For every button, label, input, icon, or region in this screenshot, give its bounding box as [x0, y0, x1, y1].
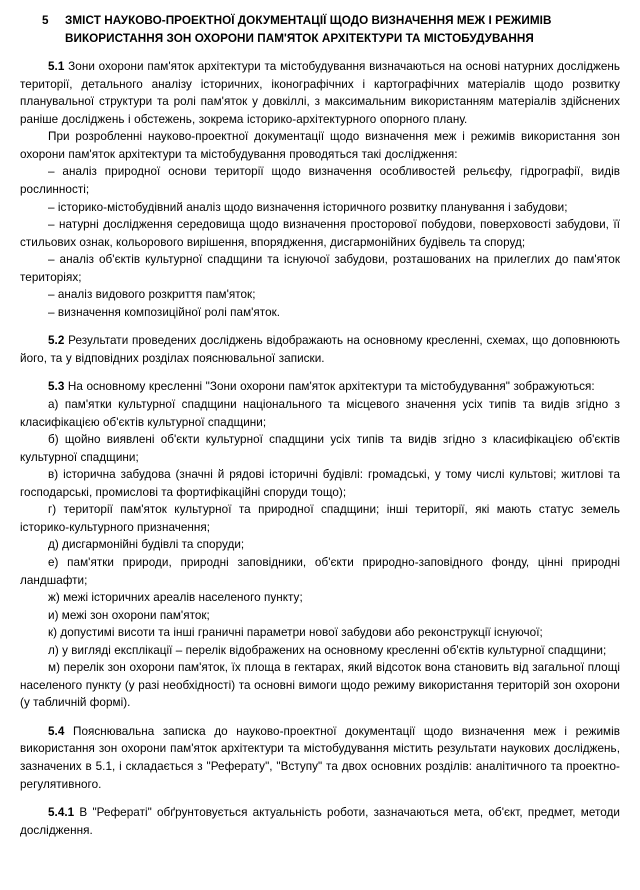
clause-5-3-item: ж) межі історичних ареалів населеного пункту; — [48, 591, 303, 605]
research-intro: При розробленні науково-проектної документації щодо визначення меж і режимів використання зон охорони пам'яток архітектури та містобудування проводяться такі дослідження: — [20, 130, 620, 161]
clause-5-4-1 — [20, 804, 620, 839]
clause-5-4-1-text: В "Рефераті" обґрунтовується актуальність роботи, зазначаються мета, об'єкт, предмет, методи дослідження. — [20, 806, 620, 837]
clause-5-1-text: Зони охорони пам'яток архітектури та містобудування визначаються на основі натурних досліджень території, детального аналізу історичних, іконографічних і картографічних матеріалів щодо розвитку планувальної структури та ролі пам'яток у довкіллі, з максимальним використанням матеріалів здійснених раніше досліджень і обстежень, зокрема історико-архітектурного опорного плану. — [20, 60, 620, 126]
clause-5-4-text: Пояснювальна записка до науково-проектної документації щодо визначення меж і режимів використання зон охорони пам'яток архітектури та містобудування містить результати наукових досліджень, зазначених в 5.1, і складається з "Реферату", "Вступу" та двох основних розділів: аналітичного та проектно-регулятивного. — [20, 724, 620, 791]
clause-5-4-number: 5.4 — [48, 724, 65, 738]
section-number: 5 — [42, 14, 49, 27]
clause-5-3-item: г) території пам'яток культурної та природної спадщини; інші території, які мають статус земель історико-культурного призначення; — [20, 503, 620, 534]
clause-5-3-item: и) межі зон охорони пам'яток; — [48, 608, 210, 622]
clause-5-3 — [20, 378, 620, 396]
section-title: ЗМІСТ НАУКОВО-ПРОЕКТНОЇ ДОКУМЕНТАЦІЇ ЩОДО ВИЗНАЧЕННЯ МЕЖ І РЕЖИМІВ ВИКОРИСТАННЯ ЗОН ОХОРОНИ ПАМ'ЯТОК АРХІТЕКТУРИ ТА МІСТОБУДУВАННЯ — [65, 14, 552, 45]
clause-5-2-text: Результати проведених досліджень відображають на основному кресленні, схемах, що доповнюють його, та у відповідних розділах пояснювальної записки. — [20, 334, 620, 365]
clause-5-1 — [20, 58, 620, 128]
clause-5-3-item: к) допустимі висоти та інші граничні параметри нової забудови або реконструкції існуючої; — [48, 626, 543, 640]
research-item: – визначення композиційної ролі пам'яток. — [48, 305, 281, 319]
clause-5-3-item: д) дисгармонійні будівлі та споруди; — [48, 538, 245, 552]
clause-5-4-1-number: 5.4.1 — [48, 806, 75, 820]
clause-5-2-number: 5.2 — [48, 334, 65, 348]
clause-5-2 — [20, 332, 620, 367]
research-item: – аналіз видового розкриття пам'яток; — [48, 288, 256, 302]
clause-5-3-item: а) пам'ятки культурної спадщини національного та місцевого значення усіх типів та видів згідно з класифікацією об'єктів культурної спадщини; — [20, 398, 620, 429]
clause-5-3-item: л) у вигляді експлікації – перелік відображених на основному кресленні об'єктів культурної спадщини; — [48, 643, 607, 657]
research-item: – аналіз об'єктів культурної спадщини та існуючої забудови, розташованих на прилеглих до пам'яток територіях; — [20, 253, 620, 284]
research-item: – натурні дослідження середовища щодо визначення просторової побудови, поверховості забудови, її стильових ознак, кольорового вирішення, впорядження, дисгармонійних будівель та споруд; — [20, 218, 620, 249]
clause-5-3-item: б) щойно виявлені об'єкти культурної спадщини усіх типів та видів згідно з класифікацією об'єктів культурної спадщини; — [20, 433, 620, 464]
clause-5-3-item: м) перелік зон охорони пам'яток, їх площа в гектарах, який відсоток вона становить від загальної площі населеного пункту (у разі необхідності) та основні вимоги щодо режиму використання територій зон охорони (у табличній формі). — [20, 661, 620, 710]
research-item: – історико-містобудівний аналіз щодо визначення історичного розвитку планування і забудови; — [48, 200, 568, 214]
research-item: – аналіз природної основи території щодо визначення особливостей рельєфу, гідрографії, видів рослинності; — [20, 165, 620, 197]
clause-5-3-text: На основному кресленні "Зони охорони пам'яток архітектури та містобудування" зображуються: — [67, 380, 595, 394]
section-heading — [20, 12, 620, 47]
clause-5-3-item: в) історична забудова (значні й рядові історичні будівлі: громадські, у тому числі культові; житлові та господарські, промислові та фортифікаційні споруди тощо); — [20, 468, 620, 499]
clause-5-1-number: 5.1 — [48, 60, 65, 74]
clause-5-4 — [20, 723, 620, 793]
clause-5-3-item: е) пам'ятки природи, природні заповідники, об'єкти природно-заповідного фонду, цінні природні ландшафти; — [20, 555, 620, 587]
clause-5-3-number: 5.3 — [48, 380, 65, 394]
